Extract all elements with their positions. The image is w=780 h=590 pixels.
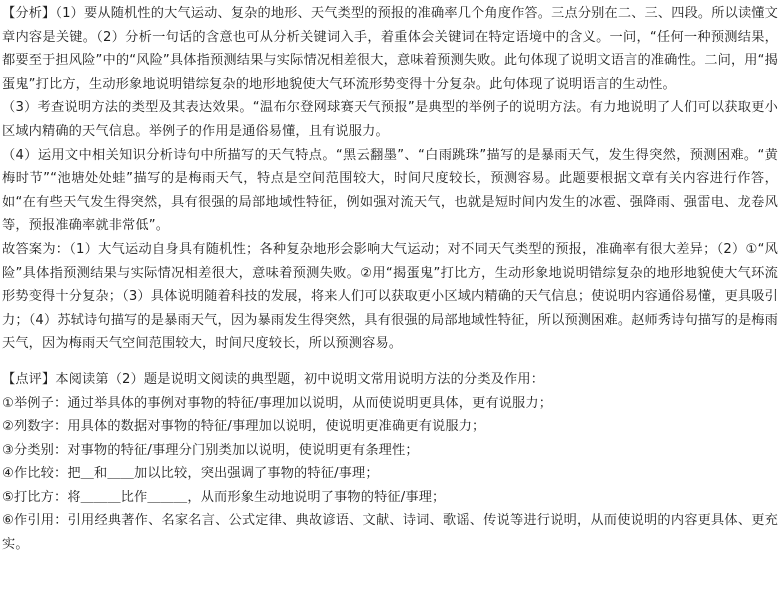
comment-item-metaphor: ⑤打比方：将＿＿＿比作＿＿＿，从而形象生动地说明了事物的特征/事理； (2, 489, 446, 505)
analysis-text-1: （1）要从随机性的大气运动、复杂的地形、天气类型的预报的准确率几个角度作答。三点分别在二、三、四段。所以读懂文章内容是关键。（2）分析一句话的含意也可从分析关键词入手，着重体会关键词在特定语境中的含义。一问，“任何一种预测结果，都要至于担风险”中的“风险”具体指预测结果与实际情况相差很大，意味着预测失败。此句体现了说明文语言的准确性。二问，用“揭蛋鬼”打比方，生动形象地说明错综复杂的地形地貌使大气环流形势变得十分复杂。此句体现了说明语言的生动性。 (2, 6, 778, 92)
comment-intro-paragraph (2, 368, 778, 392)
comment-tag: 【点评】 (2, 371, 56, 387)
answer-document (2, 2, 778, 557)
comment-item-classification: ③分类别：对事物的特征/事理分门别类加以说明，使说明更有条理性； (2, 442, 419, 458)
analysis-paragraph-1 (2, 2, 778, 96)
comment-intro-text: 本阅读第（2）题是说明文阅读的典型题，初中说明文常用说明方法的分类及作用： (55, 371, 545, 387)
comment-item-numbers: ②列数字：用具体的数据对事物的特征/事理加以说明，使说明更准确更有说服力； (2, 419, 486, 435)
answer-paragraph: 故答案为：（1）大气运动自身具有随机性；各种复杂地形会影响大气运动；对不同天气类型的预报，准确率有很大差异；（2）①“风险”具体指预测结果与实际情况相差很大，意味着预测失败。②用“揭蛋鬼”打比方，生动形象地说明错综复杂的地形地貌使大气环流形势变得十分复杂；（3）具体说明随着科技的发展，将来人们可以获取更小区域内精确的天气信息；使说明内容通俗易懂，更具吸引力；（4）苏轼诗句描写的是暴雨天气，因为暴雨发生得突然，具有很强的局部地域性特征，所以预测困难。赵师秀诗句描写的是梅雨天气，因为梅雨天气空间范围较大，时间尺度较长，所以预测容易。 (2, 241, 778, 352)
comment-item-quotation: ⑥作引用：引用经典著作、名家名言、公式定律、典故谚语、文献、诗词、歌谣、传说等进行说明，从而使说明的内容更具体、更充实。 (2, 513, 778, 553)
comment-item-example: ①举例子：通过举具体的事例对事物的特征/事理加以说明，从而使说明更具体，更有说服力； (2, 395, 553, 411)
analysis-paragraph-2: （3）考查说明方法的类型及其表达效果。“温布尔登网球赛天气预报”是典型的举例子的说明方法。有力地说明了人们可以获取更小区域内精确的天气信息。举例子的作用是通俗易懂，且有说服力。 (2, 100, 778, 139)
analysis-paragraph-3: （4）运用文中相关知识分析诗句中所描写的天气特点。“黑云翻墨”、“白雨跳珠”描写的是暴雨天气，发生得突然，预测困难。“黄梅时节”“池塘处处蛙”描写的是梅雨天气，特点是空间范围较大，时间尺度较长，预测容易。此题要根据文章有关内容进行作答，如“在有些天气发生得突然，具有很强的局部地域性特征，例如强对流天气，也就是短时间内发生的冰雹、强降雨、强雷电、龙卷风等，预报准确率就非常低”。 (2, 147, 778, 234)
section-spacer (2, 356, 778, 368)
comment-item-comparison: ④作比较：把＿和＿＿加以比较，突出强调了事物的特征/事理； (2, 466, 379, 482)
analysis-tag: 【分析】 (2, 6, 56, 21)
